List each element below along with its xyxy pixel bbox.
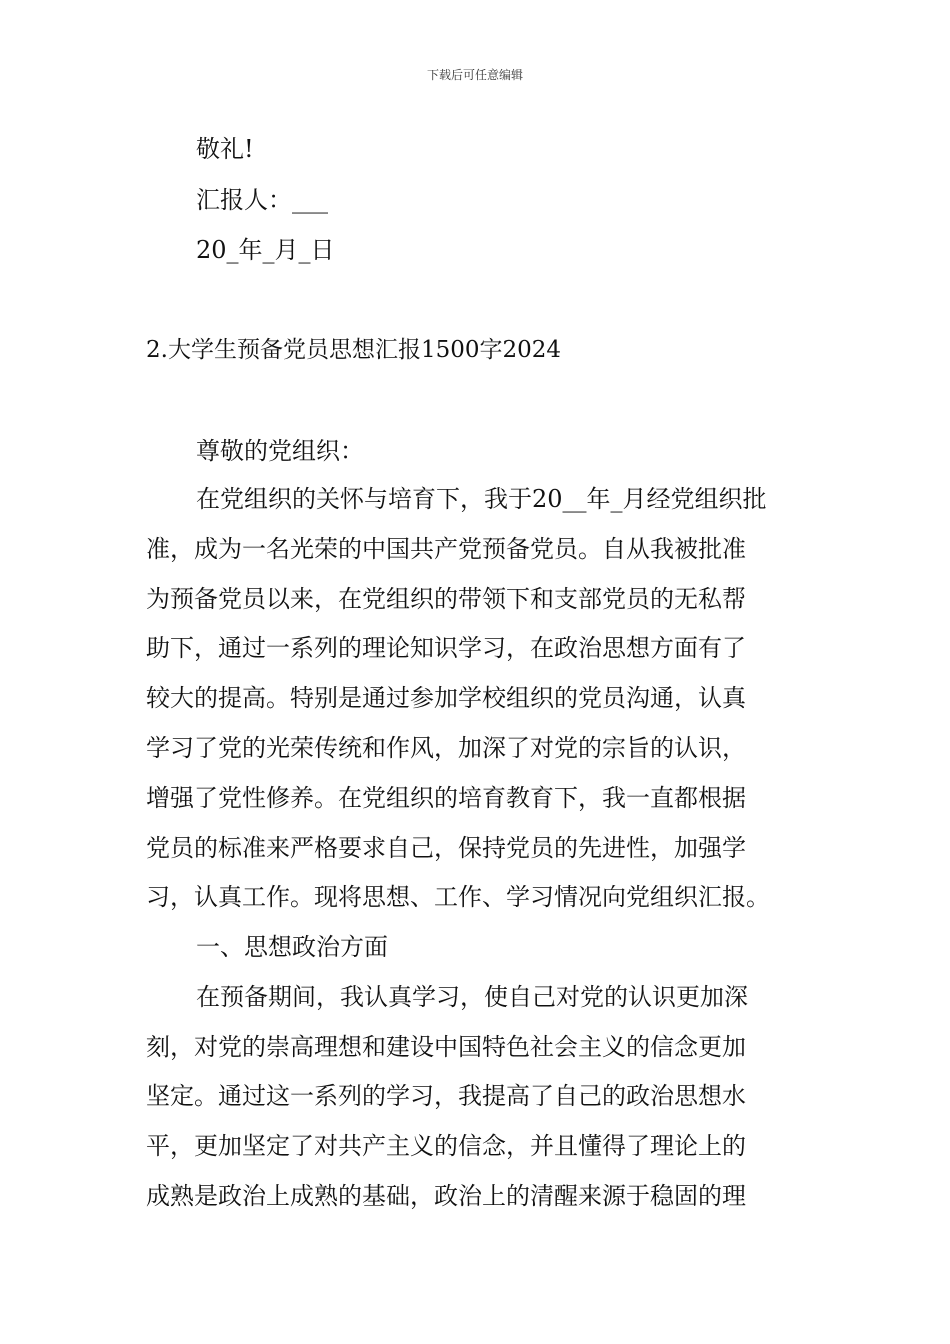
date-line: 20_年_月_日 [196, 236, 335, 264]
paragraph-line: 党员的标准来严格要求自己，保持党员的先进性，加强学 [146, 834, 746, 862]
closing-salute: 敬礼! [196, 135, 254, 163]
paragraph-line: 坚定。通过这一系列的学习，我提高了自己的政治思想水 [146, 1082, 746, 1110]
paragraph-line: 在党组织的关怀与培育下，我于20__年_月经党组织批 [196, 485, 767, 513]
paragraph-line: 在预备期间，我认真学习，使自己对党的认识更加深 [196, 983, 748, 1011]
paragraph-line: 成熟是政治上成熟的基础，政治上的清醒来源于稳固的理 [146, 1182, 746, 1210]
section-title: 2.大学生预备党员思想汇报1500字2024 [146, 337, 562, 363]
greeting: 尊敬的党组织： [196, 437, 364, 465]
paragraph-line: 习，认真工作。现将思想、工作、学习情况向党组织汇报。 [146, 883, 770, 911]
paragraph-line: 学习了党的光荣传统和作风，加深了对党的宗旨的认识， [146, 734, 746, 762]
paragraph-line: 助下，通过一系列的理论知识学习，在政治思想方面有了 [146, 634, 746, 662]
paragraph-line: 刻，对党的崇高理想和建设中国特色社会主义的信念更加 [146, 1033, 746, 1061]
paragraph-line: 为预备党员以来，在党组织的带领下和支部党员的无私帮 [146, 585, 746, 613]
paragraph-line: 增强了党性修养。在党组织的培育教育下，我一直都根据 [146, 784, 746, 812]
reporter-line: 汇报人：___ [196, 186, 328, 214]
paragraph-line: 较大的提高。特别是通过参加学校组织的党员沟通，认真 [146, 684, 746, 712]
subheading: 一、思想政治方面 [196, 933, 388, 961]
paragraph-line: 平，更加坚定了对共产主义的信念，并且懂得了理论上的 [146, 1132, 746, 1160]
page-header: 下载后可任意编辑 [426, 68, 523, 82]
paragraph-line: 准，成为一名光荣的中国共产党预备党员。自从我被批准 [146, 535, 746, 563]
